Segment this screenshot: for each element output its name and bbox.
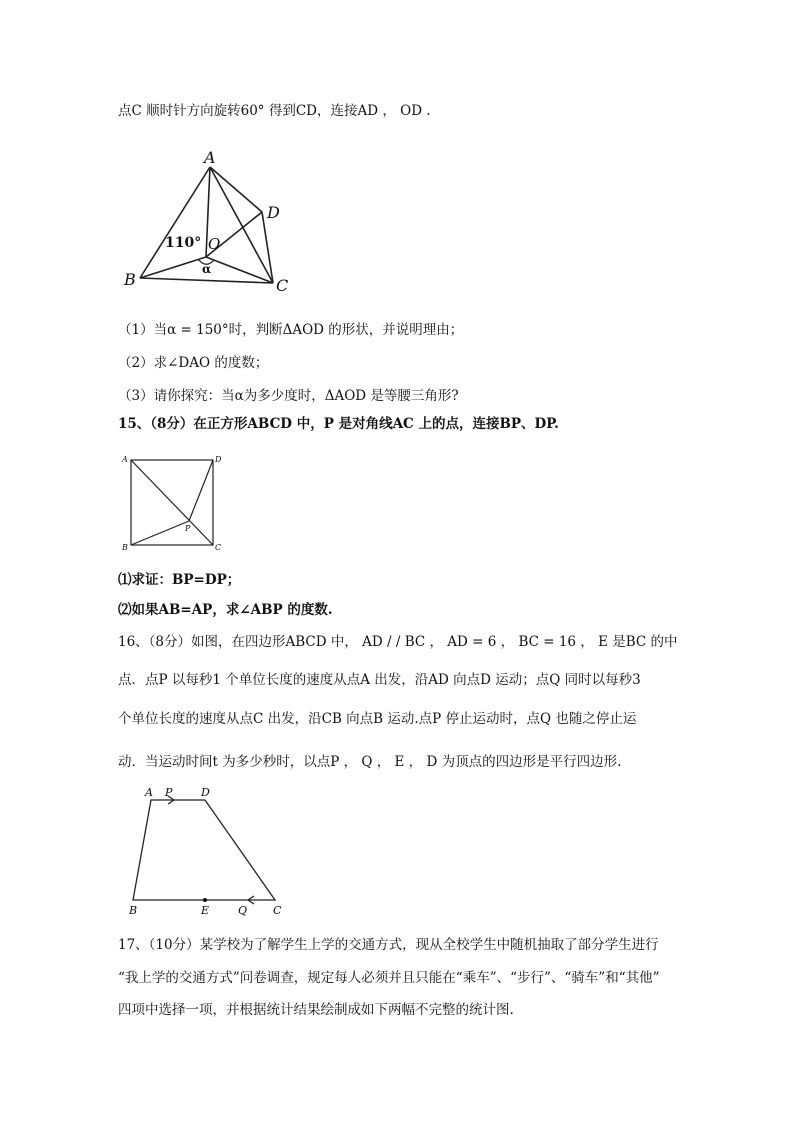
q14-part3: （3）请你探究：当α为多少度时，ΔAOD 是等腰三角形? <box>118 388 459 404</box>
q14-part2: （2）求∠DAO 的度数； <box>118 355 269 371</box>
segment-oc <box>206 257 273 283</box>
label-angle-110: 110° <box>165 235 202 251</box>
label-q: Q <box>238 904 248 917</box>
label-c: C <box>276 276 289 295</box>
trapezoid-outline <box>133 800 275 900</box>
q15-part2: ⑵如果AB=AP，求∠ABP 的度数. <box>118 602 333 618</box>
q17-line3: 四项中选择一项，并根据统计结果绘制成如下两幅不完整的统计图. <box>118 1002 514 1018</box>
intro-text: 点C 顺时针方向旋转60° 得到CD，连接AD ， OD . <box>118 103 431 119</box>
q15-part1: ⑴求证：BP=DP； <box>118 572 241 588</box>
segment-dp <box>189 460 213 521</box>
q14-part1: （1）当α = 150°时，判断ΔAOD 的形状，并说明理由； <box>118 322 464 338</box>
figure-square-abcd <box>118 450 233 555</box>
q17-line1: 17、（10分）某学校为了解学生上学的交通方式，现从全校学生中随机抽取了部分学生进行 <box>118 937 659 953</box>
q16-line1: 16、（8分）如图，在四边形ABCD 中， AD / / BC ， AD = 6 ， BC = 16 ， E 是BC 的中 <box>118 634 678 650</box>
point-e <box>203 898 207 902</box>
label-b: B <box>124 270 136 289</box>
segment-ob <box>140 257 206 278</box>
label-e: E <box>201 904 210 917</box>
segment-bc <box>140 278 273 283</box>
label-d: D <box>215 455 222 464</box>
label-o: O <box>208 235 221 253</box>
label-c: C <box>273 904 282 917</box>
label-a: A <box>204 148 216 167</box>
label-a: A <box>122 455 128 464</box>
figure-triangle-aod <box>118 145 303 295</box>
label-c: C <box>215 543 222 552</box>
label-a: A <box>145 786 153 799</box>
label-p: P <box>165 786 173 799</box>
q16-line4: 动．当运动时间t 为多少秒时，以点P ， Q ， E ， D 为顶点的四边形是平行四边形. <box>118 754 622 770</box>
label-b: B <box>122 543 128 552</box>
label-b: B <box>129 904 138 917</box>
segment-bp <box>131 521 189 545</box>
q16-line2: 点．点P 以每秒1 个单位长度的速度从点A 出发，沿AD 向点D 运动；点Q 同时以每秒3 <box>118 672 641 688</box>
segment-ad <box>210 167 262 212</box>
diagonal-ac <box>131 460 213 545</box>
q16-line3: 个单位长度的速度从点C 出发，沿CB 向点B 运动.点P 停止运动时，点Q 也随之停止运 <box>118 711 637 727</box>
label-alpha: α <box>202 262 212 276</box>
q15-stem: 15、（8分）在正方形ABCD 中，P 是对角线AC 上的点，连接BP、DP. <box>118 416 559 432</box>
label-d: D <box>201 786 210 799</box>
q17-line2: “我上学的交通方式”问卷调查，规定每人必须并且只能在“乘车”、“步行”、“骑车”和“其他” <box>118 970 660 986</box>
figure-trapezoid-abcd <box>118 782 293 922</box>
label-p: P <box>185 524 191 533</box>
label-d: D <box>267 203 280 222</box>
